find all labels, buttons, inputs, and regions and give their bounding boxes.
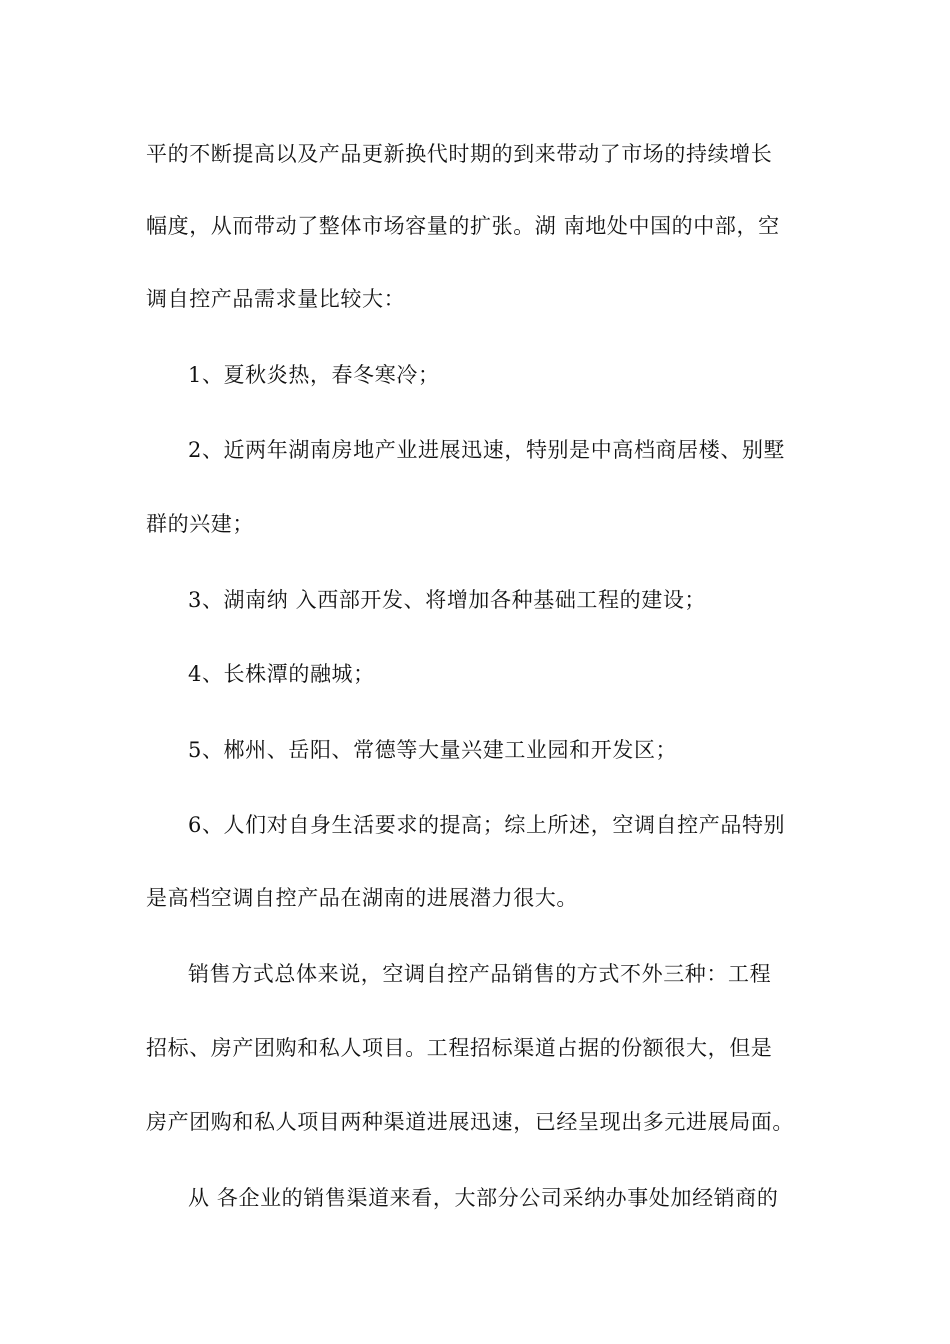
paragraph-sales-line-1: 销售方式总体来说，空调自控产品销售的方式不外三种：工程 <box>188 962 772 986</box>
list-item-3: 3、湖南纳 入西部开发、将增加各种基础工程的建设； <box>188 588 707 612</box>
list-item-1: 1、夏秋炎热，春冬寒冷； <box>188 363 440 387</box>
paragraph-sales-line-2: 招标、房产团购和私人项目。工程招标渠道占据的份额很大，但是 <box>146 1036 773 1060</box>
list-item-2: 2、近两年湖南房地产业进展迅速，特别是中高档商居楼、别墅 <box>188 438 786 462</box>
list-item-5: 5、郴州、岳阳、常德等大量兴建工业园和开发区； <box>188 738 678 762</box>
list-item-4: 4、长株潭的融城； <box>188 662 375 686</box>
list-item-2-continuation: 群的兴建； <box>146 512 254 536</box>
list-item-6: 6、人们对自身生活要求的提高；综上所述，空调自控产品特别 <box>188 813 786 837</box>
list-item-6-continuation: 是高档空调自控产品在湖南的进展潜力很大。 <box>146 886 578 910</box>
paragraph-sales-line-3: 房产团购和私人项目两种渠道进展迅速，已经呈现出多元进展局面。 <box>146 1110 794 1134</box>
paragraph-line-3: 调自控产品需求量比较大： <box>146 287 406 311</box>
paragraph-line-2: 幅度，从而带动了整体市场容量的扩张。湖 南地处中国的中部，空 <box>146 214 780 238</box>
paragraph-channel-line-1: 从 各企业的销售渠道来看，大部分公司采纳办事处加经销商的 <box>188 1186 779 1210</box>
paragraph-line-1: 平的不断提高以及产品更新换代时期的到来带动了市场的持续增长 <box>146 142 773 166</box>
